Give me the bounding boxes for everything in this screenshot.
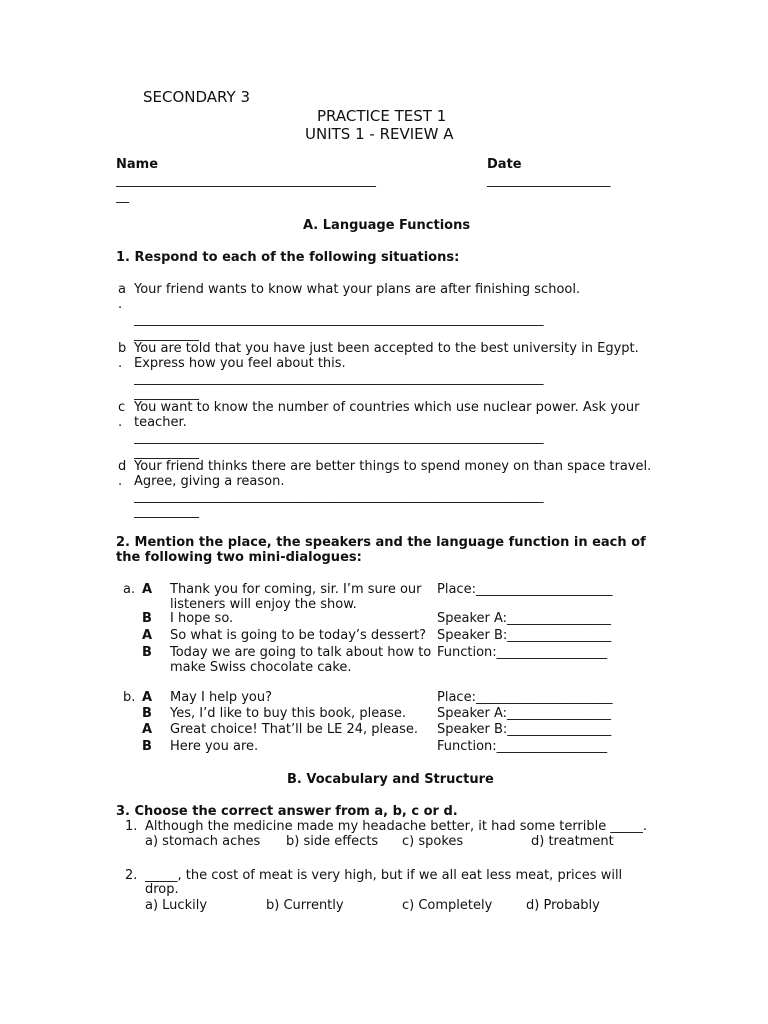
dialogue-line [0,582,768,612]
answer-line[interactable]: _______________________________________________________________ [134,371,544,386]
item-letter: b [118,341,127,356]
dialogue-line [0,645,768,675]
situation-text: You want to know the number of countries which use nuclear power. Ask your [134,400,640,415]
speaker-tag: B [142,611,152,626]
speaker-tag: B [142,706,152,721]
units-title: UNITS 1 - REVIEW A [305,125,454,143]
option-b[interactable]: b) Currently [266,898,344,913]
answer-line-continued: __________ [134,386,199,401]
function-field[interactable]: Function:_________________ [437,645,608,660]
dialogue-line [0,739,768,755]
q2-instruction-line-1: 2. Mention the place, the speakers and the language function in each of [116,535,646,550]
option-d[interactable]: d) treatment [531,834,614,849]
option-a[interactable]: a) Luckily [145,898,208,913]
speaker-tag: A [142,690,153,705]
speaker-b-field[interactable]: Speaker B:________________ [437,722,612,737]
situation-text: Your friend thinks there are better things to spend money on than space travel. [134,459,652,474]
dialogue-text: So what is going to be today’s dessert? [170,628,427,643]
dialogue-line [0,706,768,722]
option-a[interactable]: a) stomach aches [145,834,261,849]
date-blank[interactable]: ___________________ [487,173,611,188]
dialogue-text: Here you are. [170,739,259,754]
answer-line-continued: __________ [134,445,199,460]
name-blank[interactable]: ________________________________________ [116,173,376,188]
section-b-title: B. Vocabulary and Structure [287,772,494,787]
q2-instruction-line-2: the following two mini-dialogues: [116,550,362,565]
dialogue-text: May I help you? [170,690,272,705]
situation-text-2 [134,297,654,312]
name-blank-continued: __ [116,189,129,204]
speaker-b-field[interactable]: Speaker B:________________ [437,628,612,643]
answer-line[interactable]: _______________________________________________________________ [134,430,544,445]
dialogue-text: I hope so. [170,611,234,626]
dialogue-label: a. [123,582,136,597]
answer-line-continued: __________ [134,504,199,519]
speaker-tag: B [142,739,152,754]
situation-text: Your friend wants to know what your plans are after finishing school. [134,282,581,297]
situation-text: You are told that you have just been accepted to the best university in Egypt. [134,341,639,356]
dialogue-text: Today we are going to talk about how to make Swiss chocolate cake. [170,645,432,675]
answer-line[interactable]: _______________________________________________________________ [134,312,544,327]
situation-text-2: Agree, giving a reason. [134,474,285,489]
speaker-tag: A [142,628,153,643]
dialogue-line [0,722,768,738]
option-c[interactable]: c) Completely [402,898,493,913]
date-label: Date [487,157,522,172]
q3-instruction: 3. Choose the correct answer from a, b, c or d. [116,804,458,819]
place-field[interactable]: Place:_____________________ [437,690,613,705]
item-letter: a [118,282,126,297]
dialogue-line [0,628,768,644]
question-text-2: drop. [145,882,179,897]
name-label: Name [116,157,159,172]
dialogue-line [0,611,768,627]
speaker-tag: A [142,582,153,597]
speaker-tag: B [142,645,152,660]
dialogue-text: Thank you for coming, sir. I’m sure our listeners will enjoy the show. [170,582,422,612]
answer-line[interactable]: _______________________________________________________________ [134,489,544,504]
item-dot: . [118,474,123,489]
q1-instruction: 1. Respond to each of the following situations: [116,250,460,265]
item-number: 2. [125,868,138,883]
option-b[interactable]: b) side effects [286,834,379,849]
question-text: Although the medicine made my headache better, it had some terrible _____. [145,819,648,834]
dialogue-text: Great choice! That’ll be LE 24, please. [170,722,419,737]
option-d[interactable]: d) Probably [526,898,600,913]
option-c[interactable]: c) spokes [402,834,464,849]
answer-line-continued: __________ [134,327,199,342]
school-level: SECONDARY 3 [143,88,250,106]
section-a-title: A. Language Functions [303,218,471,233]
test-title: PRACTICE TEST 1 [317,107,447,125]
situation-text-2: teacher. [134,415,187,430]
item-letter: c [118,400,126,415]
speaker-a-field[interactable]: Speaker A:________________ [437,611,612,626]
item-dot: . [118,297,123,312]
dialogue-text: Yes, I’d like to buy this book, please. [170,706,407,721]
item-letter: d [118,459,127,474]
dialogue-line [0,690,768,706]
item-dot: . [118,415,123,430]
speaker-tag: A [142,722,153,737]
place-field[interactable]: Place:_____________________ [437,582,613,597]
question-text: _____, the cost of meat is very high, but if we all eat less meat, prices will [145,868,623,883]
dialogue-label: b. [123,690,136,705]
item-number: 1. [125,819,138,834]
speaker-a-field[interactable]: Speaker A:________________ [437,706,612,721]
situation-text-2: Express how you feel about this. [134,356,346,371]
function-field[interactable]: Function:_________________ [437,739,608,754]
item-dot: . [118,356,123,371]
